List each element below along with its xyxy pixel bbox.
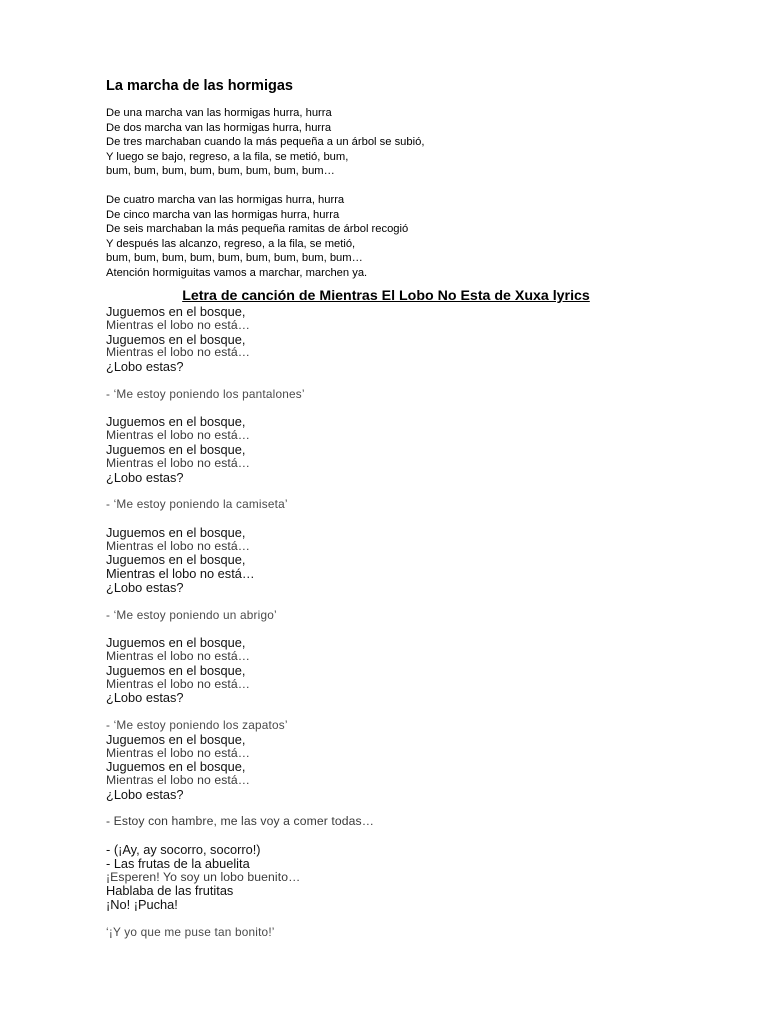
lyric-line: - ‘Me estoy poniendo los zapatos’: [106, 717, 288, 732]
verse-line: bum, bum, bum, bum, bum, bum, bum, bum, bum…: [106, 252, 363, 264]
verse-line: bum, bum, bum, bum, bum, bum, bum, bum…: [106, 165, 335, 177]
verse-line: Y luego se bajo, regreso, a la fila, se metió, bum,: [106, 150, 349, 163]
blank-line: [106, 402, 666, 416]
verse-line: De seis marchaban la más pequeña ramitas de árbol recogió: [106, 223, 409, 235]
blank-line: [106, 512, 666, 526]
blank-line: [106, 912, 666, 926]
verse-line: De una marcha van las hormigas hurra, hurra: [106, 107, 332, 119]
lyric-line: Mientras el lobo no está…: [106, 773, 251, 788]
lyric-line: Juguemos en el bosque,: [106, 331, 246, 347]
lyric-line: Mientras el lobo no está…: [106, 455, 251, 470]
document-page: [106, 76, 666, 940]
verse-line: De cinco marcha van las hormigas hurra, hurra: [106, 208, 340, 221]
lyric-line: Juguemos en el bosque,: [106, 552, 246, 568]
blank-line: [106, 595, 666, 609]
blank-line: [106, 802, 666, 816]
lyric-line: ¿Lobo estas?: [106, 579, 184, 595]
lyric-line: Hablaba de las frutitas: [106, 883, 234, 899]
lyric-line: Juguemos en el bosque,: [106, 524, 246, 540]
lyric-line: - ‘Me estoy poniendo un abrigo’: [106, 607, 277, 622]
verse-line: De tres marchaban cuando la más pequeña a un árbol se subió,: [106, 136, 425, 148]
lyric-line: ‘¡Y yo que me puse tan bonito!’: [106, 924, 275, 939]
lyric-line: Mientras el lobo no está…: [106, 676, 251, 691]
verse-line: Atención hormiguitas vamos a marchar, marchen ya.: [106, 266, 368, 279]
verse-line: De cuatro marcha van las hormigas hurra, hurra: [106, 194, 345, 206]
lyric-line: - (¡Ay, ay socorro, socorro!): [106, 842, 261, 858]
lyric-line: ¿Lobo estas?: [106, 690, 184, 706]
lyric-line: Juguemos en el bosque,: [106, 635, 246, 651]
song-title-hormigas: La marcha de las hormigas: [106, 78, 293, 94]
stanza-2: [106, 193, 666, 280]
lyric-line: ¿Lobo estas?: [106, 359, 184, 375]
lyric-line: ¡No! ¡Pucha!: [106, 897, 178, 913]
lyric-line: - ‘Me estoy poniendo la camiseta’: [106, 497, 288, 512]
lyric-line: Mientras el lobo no está…: [106, 538, 251, 553]
song-title-lobo: Letra de canción de Mientras El Lobo No Esta de Xuxa lyrics: [182, 288, 590, 304]
lyric-line: Mientras el lobo no está…: [106, 428, 251, 443]
lyric-line: Juguemos en el bosque,: [106, 731, 246, 747]
blank-line: [106, 829, 666, 843]
lyric-line: - Las frutas de la abuelita: [106, 855, 250, 871]
lyric-line: ¿Lobo estas?: [106, 786, 184, 802]
lyric-line: Mientras el lobo no está…: [106, 745, 251, 760]
lyric-line: ¿Lobo estas?: [106, 469, 184, 485]
blank-line: [106, 622, 666, 636]
verse-line: De dos marcha van las hormigas hurra, hurra: [106, 121, 332, 134]
lyric-line: - Estoy con hambre, me las voy a comer todas…: [106, 814, 374, 829]
lyric-line: Mientras el lobo no está…: [106, 566, 255, 582]
lyric-line: - ‘Me estoy poniendo los pantalones’: [106, 386, 305, 401]
lyric-line: Mientras el lobo no está…: [106, 317, 251, 332]
lyric-line: Juguemos en el bosque,: [106, 662, 246, 678]
blank-line: [106, 484, 666, 498]
lyric-line: Mientras el lobo no está…: [106, 345, 251, 360]
lyric-line: Juguemos en el bosque,: [106, 441, 246, 457]
lyric-line: ¡Esperen! Yo soy un lobo buenito…: [106, 869, 301, 884]
lyric-line: Juguemos en el bosque,: [106, 304, 246, 319]
verse-line: Y después las alcanzo, regreso, a la fila, se metió,: [106, 237, 356, 250]
lyric-line: Mientras el lobo no está…: [106, 648, 251, 663]
lyric-line: Juguemos en el bosque,: [106, 759, 246, 775]
lyrics-block: [106, 305, 666, 940]
blank-line: [106, 374, 666, 388]
stanza-1: [106, 106, 666, 179]
blank-line: [106, 705, 666, 719]
lyric-line: Juguemos en el bosque,: [106, 414, 246, 430]
